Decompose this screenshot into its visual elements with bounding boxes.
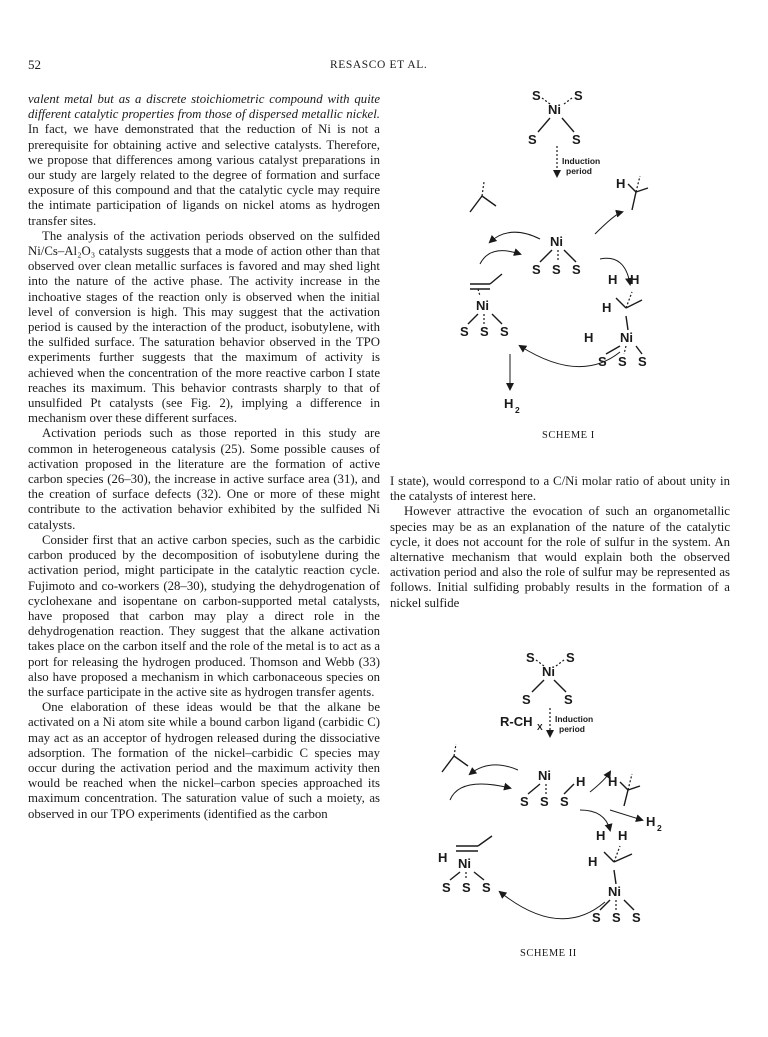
sulfur-atom: S xyxy=(462,880,471,895)
sulfur-atom: S xyxy=(482,880,491,895)
paragraph-4: Consider first that an active carbon species, such as the carbidic carbon produced by the decomposition of isobutylene during the activation period, might participate in the catalytic reaction cycle. Fujimoto and co-workers (28–30), studying the dehydrogenation of cyclohexane and isopentane on carbon-supported metal catalysts, have proposed that carbon may play a direct role in the dehydrogenation reaction. They suggest that the alkane activation takes place on the carbon itself and the role of the metal is to act as a port for releasing the hydrogen produced. Thomson and Webb (33) also have proposed a mechanism in which carbonaceous species on the surface participate in the active site as hydrogen transfer agents. xyxy=(28,532,380,699)
nickel-atom: Ni xyxy=(476,298,489,313)
period-label: period xyxy=(566,166,592,176)
rch-subscript: X xyxy=(537,722,543,732)
sulfur-atom: S xyxy=(532,88,541,103)
hydrogen-atom: H xyxy=(608,272,618,287)
scheme-2-diagram xyxy=(420,640,710,970)
paragraph-6: However attractive the evocation of such an organometallic species may be as an explanation of the nature of the catalytic cycle, it does not account for the role of sulfur in the system. An alternative mechanism that would explain both the observed activation period and also the role of sulfur may be represented as follows. Initial sulfiding probably results in the formation of a nickel sulfide xyxy=(390,504,730,610)
hydrogen-atom: H xyxy=(438,850,448,865)
hydrogen-h2: H xyxy=(504,396,514,411)
nickel-atom: Ni xyxy=(458,856,471,871)
nickel-atom: Ni xyxy=(620,330,633,345)
sulfur-atom: S xyxy=(572,132,581,147)
nickel-atom: Ni xyxy=(608,884,621,899)
sulfur-atom: S xyxy=(500,324,509,339)
hydrogen-atom: H xyxy=(616,176,626,191)
hydrogen-atom: H xyxy=(596,828,606,843)
paragraph-text: In fact, we have demonstrated that the reduction of Ni is not a prerequisite for obtaining active and selective catalysts. Therefore, we propose that differences among various catalyst preparations in our study are largely related to the degree of formation and surface exposure of this compound and that the catalytic cycle may require the intimate participation of ligands on nickel atoms as hydrogen transfer sites. xyxy=(28,122,380,228)
sulfur-atom: S xyxy=(442,880,451,895)
nickel-atom: Ni xyxy=(548,102,561,117)
italic-text: valent metal but as a discrete stoichiometric compound with quite different catalytic properties from those of dispersed metallic nickel. xyxy=(28,92,380,122)
h2-subscript: 2 xyxy=(657,823,662,833)
sulfur-atom: S xyxy=(460,324,469,339)
nickel-atom: Ni xyxy=(538,768,551,783)
sulfur-atom: S xyxy=(520,794,529,809)
rch-label: R-CH xyxy=(500,714,533,729)
induction-label: Induction xyxy=(562,156,601,166)
hydrogen-atom: H xyxy=(576,774,586,789)
sulfur-atom: S xyxy=(528,132,537,147)
sulfur-atom: S xyxy=(532,262,541,277)
paragraph-3: Activation periods such as those reported in this study are common in heterogeneous catalysis (25). Some possible causes of activation proposed in the literature are the formation of active carbon species (26–30), the increase in active surface area (31), and the creation of surface defects (32). One or more of these might contribute to the activation behavior exhibited by the sulfided Ni catalysts. xyxy=(28,426,380,532)
paragraph-2: The analysis of the activation periods observed on the sulfided Ni/Cs–Al₂O₃ catalysts suggests that a mode of action other than that observed over clean metallic surfaces is favored and may shed light into the nature of the active phase. The activity increase in the inchoative stages of the reaction only is observed when the initial level of conversion is high. This may suggest that the activation period is caused by the interaction of the product, isobutylene, with the sulfided surface. The saturation behavior observed in the TPO experiments further suggests that the maximum of activity is achieved when the concentration of the more reactive carbon I state reaches its maximum. This behavior contrasts sharply to that of unsulfided Pt catalysts (see Fig. 2), implying a difference in mechanism over these different surfaces. xyxy=(28,228,380,426)
sulfur-atom: S xyxy=(572,262,581,277)
scheme-caption: SCHEME I xyxy=(542,430,595,441)
hydrogen-atom: H xyxy=(608,774,618,789)
period-label: period xyxy=(559,724,585,734)
right-column xyxy=(390,474,730,611)
scheme-caption: SCHEME II xyxy=(520,948,577,959)
running-head: RESASCO ET AL. xyxy=(330,59,428,71)
sulfur-atom: S xyxy=(564,692,573,707)
left-column xyxy=(28,92,380,822)
hydrogen-atom: H xyxy=(630,272,640,287)
sulfur-atom: S xyxy=(566,650,575,665)
sulfur-atom: S xyxy=(526,650,535,665)
induction-label: Induction xyxy=(555,714,594,724)
sulfur-atom: S xyxy=(480,324,489,339)
sulfur-atom: S xyxy=(598,354,607,369)
sulfur-atom: S xyxy=(618,354,627,369)
sulfur-atom: S xyxy=(552,262,561,277)
nickel-atom: Ni xyxy=(550,234,563,249)
hydrogen-atom: H xyxy=(618,828,628,843)
page-number: 52 xyxy=(28,57,41,72)
sulfur-atom: S xyxy=(632,910,641,925)
sulfur-atom: S xyxy=(560,794,569,809)
sulfur-atom: S xyxy=(540,794,549,809)
sulfur-atom: S xyxy=(638,354,647,369)
sulfur-atom: S xyxy=(612,910,621,925)
hydrogen-atom: H xyxy=(602,300,612,315)
nickel-atom: Ni xyxy=(542,664,555,679)
h2-subscript: 2 xyxy=(515,405,520,415)
paragraph-5: One elaboration of these ideas would be that the alkane be activated on a Ni atom site while a bound carbon ligand (carbidic C) may act as an acceptor of hydrogen released during the dissociative adsorption. The formation of the nickel–carbidic C species may occur during the activation period and the maximum activity then would be reached when the nickel–carbon species approached its maximum concentration. The saturation value of such a moiety, as observed in our TPO experiments (identified as the carbon xyxy=(28,700,380,821)
sulfur-atom: S xyxy=(522,692,531,707)
hydrogen-atom: H xyxy=(588,854,598,869)
paragraph-1 xyxy=(28,92,380,229)
scheme-1-diagram xyxy=(450,84,690,444)
hydrogen-h2: H xyxy=(646,814,656,829)
paragraph-continued: I state), would correspond to a C/Ni molar ratio of about unity in the catalysts of interest here. xyxy=(390,474,730,504)
sulfur-atom: S xyxy=(592,910,601,925)
sulfur-atom: S xyxy=(574,88,583,103)
hydrogen-atom: H xyxy=(584,330,594,345)
